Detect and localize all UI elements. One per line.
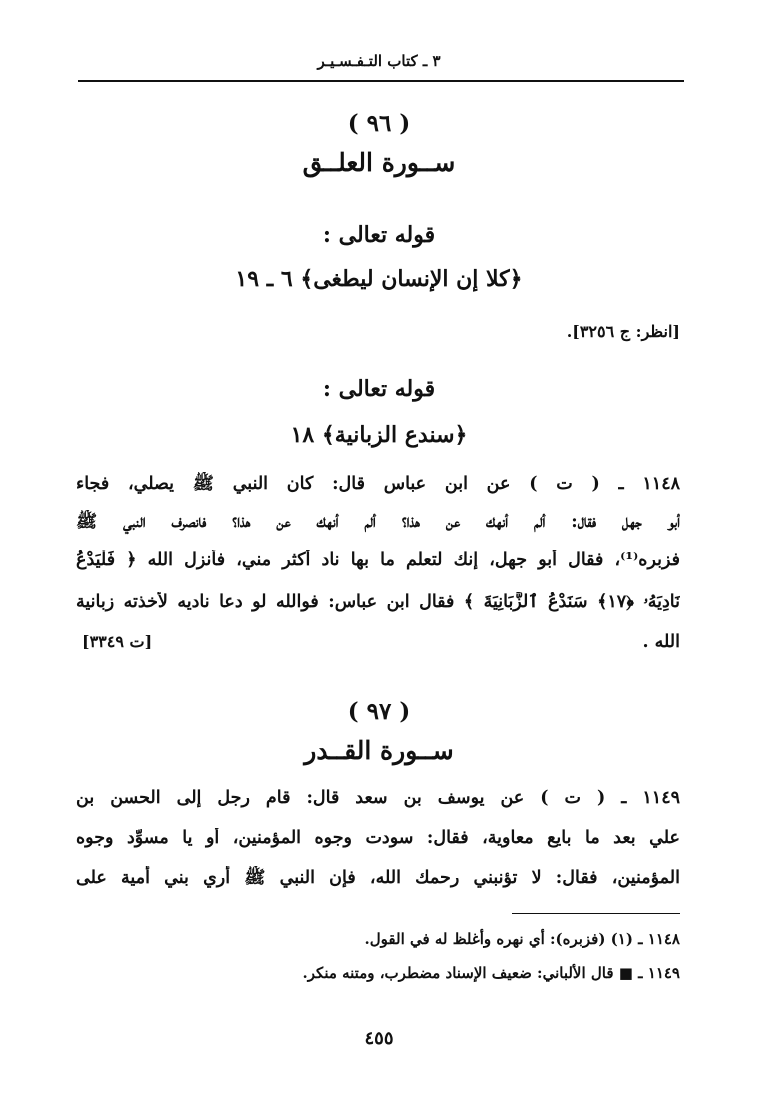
surah-96-title: ســورة العلــق [302, 148, 456, 177]
footnote-1149: ١١٤٩ ـ ■ قال الألباني: ضعيف الإسناد مضطرب، ومتنه منكر. [302, 964, 680, 982]
hadith-1148-line-3: فزبره⁽¹⁾، فقال أبو جهل، إنك لتعلم ما بها ناد أكثر مني، فأنزل الله ﴿ فَلْيَدْعُ [76, 550, 680, 570]
surah-97-title: ســورة القــدر [304, 736, 454, 765]
qawl-heading-2: قوله تعالى : [322, 376, 436, 402]
hadith-1148-line-1: ١١٤٨ ـ ( ت ) عن ابن عباس قال: كان النبي ﷺ يصلي، فجاء [76, 474, 680, 494]
surah-96-number: ( ٩٦ ) [347, 110, 411, 137]
hadith-1148-source-ref: [ت ٣٣٤٩] [82, 632, 153, 651]
hadith-1149-line-3: المؤمنين، فقال: لا تؤنبني رحمك الله، فإن النبي ﷺ أري بني أمية على [76, 868, 680, 888]
qawl-heading-1: قوله تعالى : [322, 222, 436, 248]
cross-reference-1: [انظر: ج ٣٢٥٦]. [566, 322, 680, 341]
footnote-1148: ١١٤٨ ـ (١) (فزبره): أي نهره وأغلظ له في القول. [364, 930, 680, 948]
hadith-1149-line-1: ١١٤٩ ـ ( ت ) عن يوسف بن سعد قال: قام رجل إلى الحسن بن [76, 788, 680, 808]
hadith-1148-line-5: الله . [642, 632, 680, 652]
ayah-heading-1: ﴿كلا إن الإنسان ليطغى﴾ ٦ ـ ١٩ [235, 266, 523, 292]
hadith-1148-line-2: أبو جهل فقال: ألم أنهك عن هذا؟ ألم أنهك عن هذا؟ فانصرف النبي ﷺ [76, 512, 680, 532]
running-header: ٣ ـ كتاب التـفـسـيـر [317, 52, 441, 70]
footnote-rule [512, 913, 680, 914]
hadith-1149-line-2: علي بعد ما بايع معاوية، فقال: سودت وجوه المؤمنين، أو يا مسوِّد وجوه [76, 828, 680, 848]
ayah-heading-2: ﴿سندع الزبانية﴾ ١٨ [290, 422, 468, 448]
header-rule [78, 80, 684, 82]
hadith-1148-line-4: نَادِيَهُۥ ﴿١٧﴾ سَنَدْعُ ٱلزَّبَانِيَةَ ﴾ فقال ابن عباس: فوالله لو دعا ناديه لأخذته زبانية [76, 592, 680, 612]
page-number: ٤٥٥ [364, 1028, 394, 1049]
surah-97-number: ( ٩٧ ) [347, 698, 411, 725]
